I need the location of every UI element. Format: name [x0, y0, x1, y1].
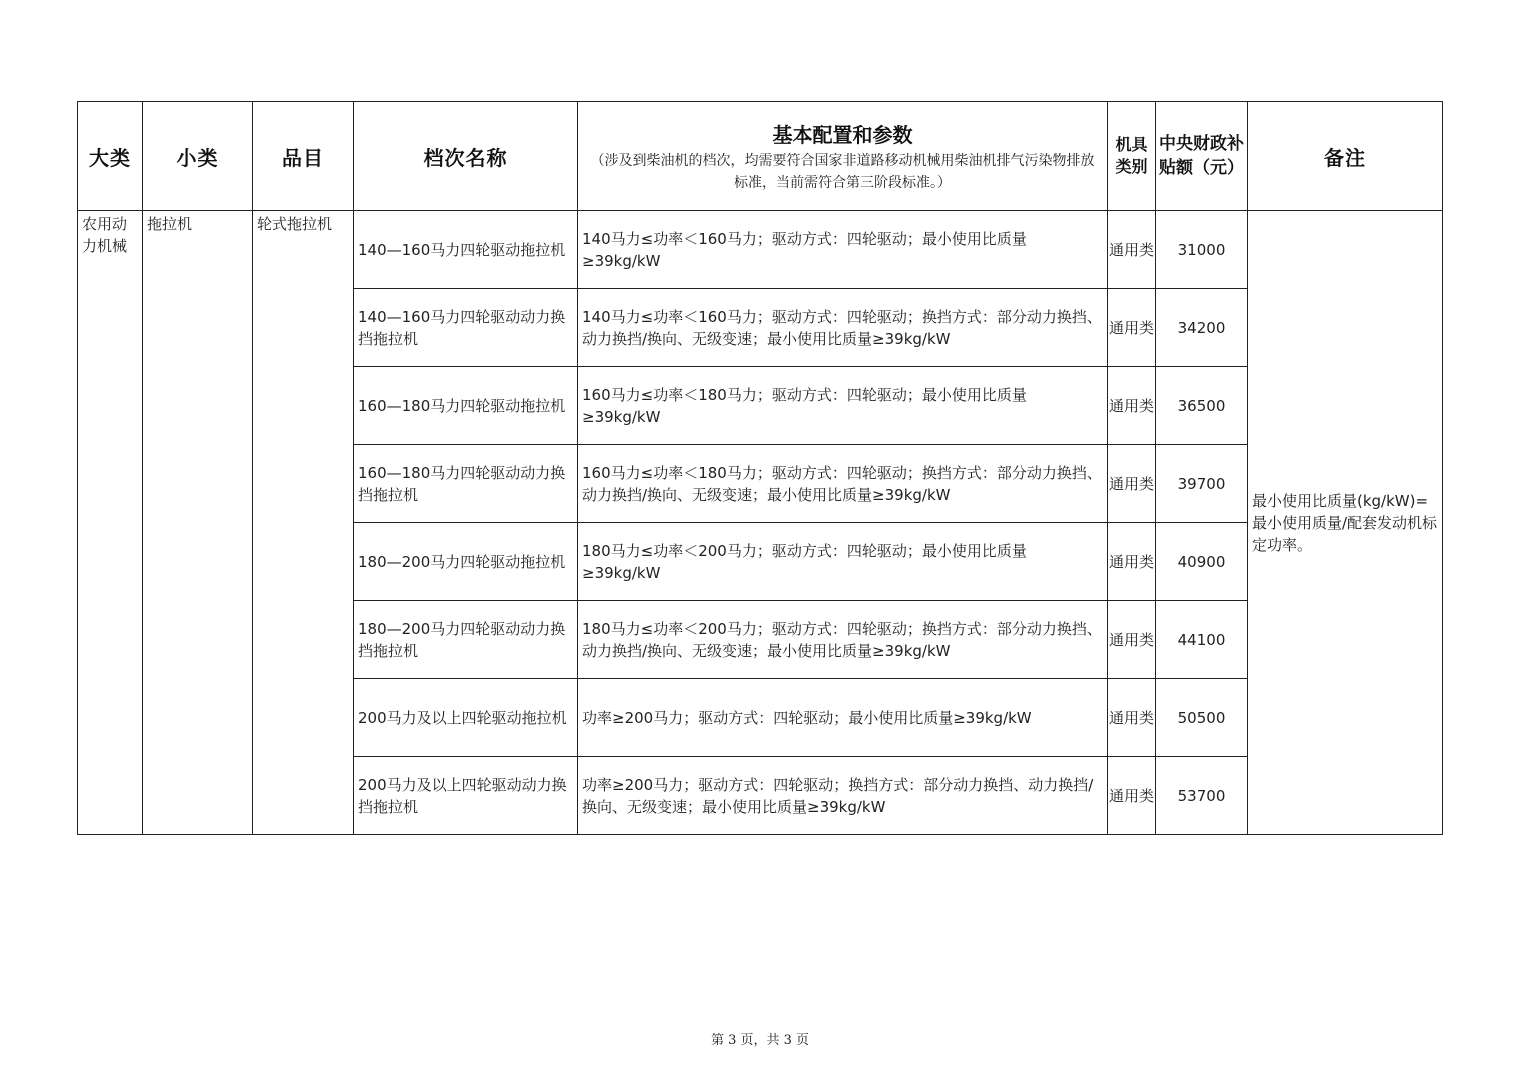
grade-name-cell: 200马力及以上四轮驱动动力换挡拖拉机 [354, 757, 578, 835]
page-footer: 第 3 页，共 3 页 [710, 1033, 810, 1048]
header-row [78, 102, 1443, 211]
subsidy-cell: 39700 [1156, 445, 1248, 523]
header-remark: 备注 [1248, 102, 1443, 211]
subcategory-cell: 拖拉机 [143, 211, 253, 835]
spec-cell: 180马力≤功率＜200马力；驱动方式：四轮驱动；最小使用比质量≥39kg/kW [578, 523, 1108, 601]
grade-name-cell: 160—180马力四轮驱动动力换挡拖拉机 [354, 445, 578, 523]
header-config-title: 基本配置和参数 [772, 122, 913, 147]
machine-type-cell: 通用类 [1108, 211, 1156, 289]
table-row [78, 211, 1443, 289]
subsidy-cell: 44100 [1156, 601, 1248, 679]
header-item: 品目 [253, 102, 354, 211]
spec-cell: 180马力≤功率＜200马力；驱动方式：四轮驱动；换挡方式：部分动力换挡、动力换挡/换向、无级变速；最小使用比质量≥39kg/kW [578, 601, 1108, 679]
item-cell: 轮式拖拉机 [253, 211, 354, 835]
header-config-note: （涉及到柴油机的档次，均需要符合国家非道路移动机械用柴油机排气污染物排放标准，当前需符合第三阶段标准。） [590, 152, 1095, 191]
header-subcategory: 小类 [143, 102, 253, 211]
subsidy-cell: 36500 [1156, 367, 1248, 445]
subsidy-cell: 40900 [1156, 523, 1248, 601]
machine-type-cell: 通用类 [1108, 679, 1156, 757]
machine-type-cell: 通用类 [1108, 445, 1156, 523]
subsidy-cell: 31000 [1156, 211, 1248, 289]
machine-type-cell: 通用类 [1108, 367, 1156, 445]
machine-type-cell: 通用类 [1108, 523, 1156, 601]
category-cell: 农用动力机械 [78, 211, 143, 835]
grade-name-cell: 180—200马力四轮驱动动力换挡拖拉机 [354, 601, 578, 679]
machine-type-cell: 通用类 [1108, 757, 1156, 835]
header-config [578, 102, 1108, 211]
remark-cell: 最小使用比质量(kg/kW)=最小使用质量/配套发动机标定功率。 [1248, 211, 1443, 835]
subsidy-table [77, 101, 1443, 835]
subsidy-cell: 34200 [1156, 289, 1248, 367]
spec-cell: 140马力≤功率＜160马力；驱动方式：四轮驱动；最小使用比质量≥39kg/kW [578, 211, 1108, 289]
grade-name-cell: 140—160马力四轮驱动拖拉机 [354, 211, 578, 289]
table-body [78, 211, 1443, 835]
header-machine-type: 机具类别 [1108, 102, 1156, 211]
spec-cell: 功率≥200马力；驱动方式：四轮驱动；换挡方式：部分动力换挡、动力换挡/换向、无级变速；最小使用比质量≥39kg/kW [578, 757, 1108, 835]
grade-name-cell: 160—180马力四轮驱动拖拉机 [354, 367, 578, 445]
header-category: 大类 [78, 102, 143, 211]
spec-cell: 功率≥200马力；驱动方式：四轮驱动；最小使用比质量≥39kg/kW [578, 679, 1108, 757]
machine-type-cell: 通用类 [1108, 289, 1156, 367]
subsidy-cell: 53700 [1156, 757, 1248, 835]
header-subsidy: 中央财政补贴额（元） [1156, 102, 1248, 211]
machine-type-cell: 通用类 [1108, 601, 1156, 679]
subsidy-cell: 50500 [1156, 679, 1248, 757]
spec-cell: 160马力≤功率＜180马力；驱动方式：四轮驱动；最小使用比质量≥39kg/kW [578, 367, 1108, 445]
grade-name-cell: 140—160马力四轮驱动动力换挡拖拉机 [354, 289, 578, 367]
spec-cell: 160马力≤功率＜180马力；驱动方式：四轮驱动；换挡方式：部分动力换挡、动力换挡/换向、无级变速；最小使用比质量≥39kg/kW [578, 445, 1108, 523]
grade-name-cell: 180—200马力四轮驱动拖拉机 [354, 523, 578, 601]
grade-name-cell: 200马力及以上四轮驱动拖拉机 [354, 679, 578, 757]
header-grade-name: 档次名称 [354, 102, 578, 211]
spec-cell: 140马力≤功率＜160马力；驱动方式：四轮驱动；换挡方式：部分动力换挡、动力换挡/换向、无级变速；最小使用比质量≥39kg/kW [578, 289, 1108, 367]
